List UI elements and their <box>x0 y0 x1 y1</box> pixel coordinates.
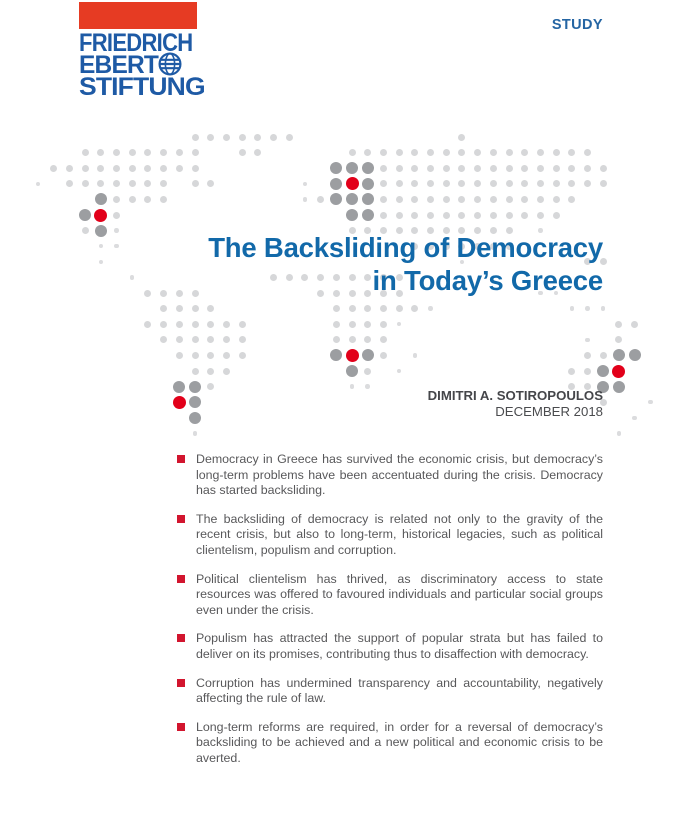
map-dot-light <box>129 165 136 172</box>
map-dot-light <box>364 305 371 312</box>
map-dot-light <box>113 180 120 187</box>
map-dot-light <box>380 180 387 187</box>
summary-text: Democracy in Greece has survived the economic crisis, but democracy’s long-term problems have been accentuated during the crisis. Democracy has started backsliding. <box>196 452 603 498</box>
map-dot-light <box>270 134 277 141</box>
map-dot-light <box>521 165 528 172</box>
map-dot-light <box>411 149 418 156</box>
map-dot-dark <box>330 193 342 205</box>
map-dot-light <box>239 336 246 343</box>
map-dot-light <box>380 352 387 359</box>
map-dot-light <box>349 149 356 156</box>
map-dot-light <box>396 196 403 203</box>
map-dot-light <box>396 305 403 312</box>
map-dot-light <box>223 321 230 328</box>
map-dot-light <box>506 180 513 187</box>
map-dot-small <box>397 369 402 374</box>
map-dot-light <box>521 149 528 156</box>
map-dot-light <box>553 165 560 172</box>
map-dot-light <box>82 149 89 156</box>
map-dot-dark <box>346 193 358 205</box>
map-dot-light <box>411 196 418 203</box>
map-dot-red <box>346 177 359 190</box>
summary-item <box>177 631 603 662</box>
map-dot-light <box>458 212 465 219</box>
map-dot-light <box>176 336 183 343</box>
map-dot-light <box>490 149 497 156</box>
logo-text-friedrich: FRIEDRICH <box>79 29 193 57</box>
map-dot-light <box>192 352 199 359</box>
bullet-square-icon <box>177 575 185 583</box>
map-dot-light <box>160 321 167 328</box>
map-dot-light <box>364 321 371 328</box>
map-dot-light <box>239 149 246 156</box>
summary-item <box>177 572 603 619</box>
bullet-square-icon <box>177 455 185 463</box>
map-dot-light <box>380 196 387 203</box>
map-dot-light <box>380 212 387 219</box>
map-dot-light <box>223 368 230 375</box>
map-dot-light <box>349 321 356 328</box>
map-dot-small <box>193 431 198 436</box>
map-dot-light <box>458 180 465 187</box>
bullet-square-icon <box>177 679 185 687</box>
map-dot-light <box>364 368 371 375</box>
map-dot-small <box>570 306 575 311</box>
map-dot-red <box>173 396 186 409</box>
map-dot-light <box>490 196 497 203</box>
map-dot-light <box>223 134 230 141</box>
map-dot-red <box>94 209 107 222</box>
map-dot-small <box>303 182 308 187</box>
map-dot-light <box>176 149 183 156</box>
author-name: DIMITRI A. SOTIROPOULOS <box>427 388 603 403</box>
map-dot-light <box>364 336 371 343</box>
map-dot-small <box>585 306 590 311</box>
map-dot-light <box>553 149 560 156</box>
map-dot-light <box>615 321 622 328</box>
summary-text: The backsliding of democracy is related not only to the gravity of the recent crisis, but also to long-term, historical legacies, such as political clientelism, populism and corruption. <box>196 511 603 557</box>
map-dot-light <box>490 180 497 187</box>
map-dot-small <box>648 400 653 405</box>
map-dot-dark <box>79 209 91 221</box>
map-dot-light <box>443 165 450 172</box>
map-dot-light <box>286 134 293 141</box>
summary-text: Political clientelism has thrived, as discriminatory access to state resources was offered to favoured individuals and particular social groups even under the crisis. <box>196 571 603 617</box>
map-dot-light <box>160 180 167 187</box>
map-dot-light <box>427 165 434 172</box>
map-dot-light <box>380 305 387 312</box>
map-dot-light <box>411 305 418 312</box>
map-dot-light <box>144 149 151 156</box>
map-dot-light <box>506 196 513 203</box>
map-dot-dark <box>362 162 374 174</box>
map-dot-light <box>192 368 199 375</box>
map-dot-light <box>239 134 246 141</box>
map-dot-light <box>364 149 371 156</box>
map-dot-dark <box>362 178 374 190</box>
map-dot-small <box>397 322 402 327</box>
map-dot-light <box>600 180 607 187</box>
bullet-square-icon <box>177 634 185 642</box>
bullet-square-icon <box>177 723 185 731</box>
summary-item <box>177 512 603 559</box>
map-dot-light <box>568 165 575 172</box>
map-dot-light <box>176 321 183 328</box>
map-dot-light <box>254 134 261 141</box>
map-dot-dark <box>629 349 641 361</box>
map-dot-small <box>365 384 370 389</box>
map-dot-dark <box>362 349 374 361</box>
map-dot-light <box>458 165 465 172</box>
map-dot-light <box>380 321 387 328</box>
map-dot-light <box>474 165 481 172</box>
map-dot-dark <box>362 193 374 205</box>
map-dot-light <box>66 165 73 172</box>
map-dot-light <box>192 149 199 156</box>
map-dot-dark <box>346 365 358 377</box>
map-dot-dark <box>330 349 342 361</box>
map-dot-light <box>411 180 418 187</box>
map-dot-light <box>615 336 622 343</box>
map-dot-dark <box>189 381 201 393</box>
map-dot-light <box>207 336 214 343</box>
map-dot-light <box>223 352 230 359</box>
map-dot-dark <box>189 412 201 424</box>
map-dot-light <box>97 165 104 172</box>
map-dot-small <box>36 182 41 187</box>
map-dot-light <box>192 305 199 312</box>
map-dot-light <box>82 227 89 234</box>
map-dot-red <box>346 349 359 362</box>
map-dot-light <box>537 180 544 187</box>
map-dot-light <box>160 290 167 297</box>
map-dot-light <box>396 180 403 187</box>
map-dot-light <box>160 149 167 156</box>
map-dot-small <box>130 275 135 280</box>
map-dot-light <box>50 165 57 172</box>
summary-item <box>177 676 603 707</box>
map-dot-light <box>427 149 434 156</box>
map-dot-light <box>600 165 607 172</box>
map-dot-light <box>160 196 167 203</box>
map-dot-small <box>114 244 119 249</box>
map-dot-light <box>600 352 607 359</box>
map-dot-light <box>553 180 560 187</box>
map-dot-light <box>396 212 403 219</box>
map-dot-small <box>99 260 104 265</box>
map-dot-dark <box>362 209 374 221</box>
map-dot-dark <box>613 349 625 361</box>
map-dot-light <box>129 196 136 203</box>
map-dot-light <box>380 149 387 156</box>
map-dot-light <box>176 165 183 172</box>
map-dot-light <box>113 165 120 172</box>
map-dot-light <box>490 212 497 219</box>
map-dot-light <box>584 352 591 359</box>
map-dot-light <box>553 212 560 219</box>
map-dot-small <box>350 384 355 389</box>
map-dot-light <box>474 180 481 187</box>
bullet-square-icon <box>177 515 185 523</box>
summary-item <box>177 720 603 767</box>
map-dot-light <box>239 352 246 359</box>
map-dot-small <box>413 353 418 358</box>
study-label: STUDY <box>551 17 603 33</box>
map-dot-light <box>66 180 73 187</box>
map-dot-light <box>427 196 434 203</box>
map-dot-light <box>160 165 167 172</box>
map-dot-light <box>521 180 528 187</box>
map-dot-light <box>506 165 513 172</box>
logo-text-stiftung: STIFTUNG <box>79 73 205 101</box>
map-dot-light <box>144 165 151 172</box>
map-dot-light <box>458 196 465 203</box>
map-dot-dark <box>346 209 358 221</box>
map-dot-dark <box>613 381 625 393</box>
map-dot-light <box>317 196 324 203</box>
map-dot-light <box>113 149 120 156</box>
map-dot-light <box>97 149 104 156</box>
map-dot-light <box>82 180 89 187</box>
map-dot-light <box>129 149 136 156</box>
title-line-2: in Today’s Greece <box>372 265 603 296</box>
map-dot-light <box>207 383 214 390</box>
map-dot-light <box>333 336 340 343</box>
map-dot-light <box>490 165 497 172</box>
title-line-1: The Backsliding of Democracy <box>208 232 603 263</box>
map-dot-light <box>537 149 544 156</box>
map-dot-light <box>333 305 340 312</box>
summary-item <box>177 452 603 499</box>
map-dot-light <box>176 290 183 297</box>
map-dot-light <box>568 149 575 156</box>
map-dot-small <box>632 416 637 421</box>
map-dot-dark <box>330 162 342 174</box>
map-dot-dark <box>346 162 358 174</box>
map-dot-dark <box>189 396 201 408</box>
map-dot-light <box>192 336 199 343</box>
map-dot-light <box>207 352 214 359</box>
map-dot-light <box>144 180 151 187</box>
map-dot-light <box>207 180 214 187</box>
map-dot-small <box>617 431 622 436</box>
map-dot-light <box>380 165 387 172</box>
map-dot-light <box>129 180 136 187</box>
map-dot-light <box>144 196 151 203</box>
map-dot-light <box>568 180 575 187</box>
map-dot-light <box>553 196 560 203</box>
map-dot-light <box>458 134 465 141</box>
map-dot-light <box>537 212 544 219</box>
map-dot-dark <box>95 193 107 205</box>
map-dot-dark <box>95 225 107 237</box>
map-dot-light <box>239 321 246 328</box>
summary-text: Corruption has undermined transparency and accountability, negatively affecting the rule of law. <box>196 675 603 706</box>
map-dot-light <box>333 321 340 328</box>
map-dot-light <box>568 196 575 203</box>
map-dot-light <box>192 321 199 328</box>
map-dot-light <box>97 180 104 187</box>
map-dot-light <box>192 134 199 141</box>
map-dot-light <box>144 321 151 328</box>
map-dot-light <box>506 149 513 156</box>
map-dot-light <box>474 212 481 219</box>
map-dot-light <box>443 180 450 187</box>
map-dot-light <box>443 212 450 219</box>
map-dot-light <box>160 336 167 343</box>
map-dot-light <box>176 352 183 359</box>
map-dot-light <box>207 368 214 375</box>
byline <box>428 388 603 420</box>
map-dot-light <box>584 165 591 172</box>
publication-date: DECEMBER 2018 <box>495 404 603 419</box>
map-dot-small <box>601 306 606 311</box>
map-dot-light <box>443 149 450 156</box>
page-title <box>208 231 603 297</box>
map-dot-light <box>192 180 199 187</box>
map-dot-light <box>521 212 528 219</box>
map-dot-dark <box>173 381 185 393</box>
map-dot-light <box>176 305 183 312</box>
map-dot-small <box>585 338 590 343</box>
map-dot-dark <box>597 365 609 377</box>
map-dot-light <box>223 336 230 343</box>
map-dot-light <box>207 321 214 328</box>
map-dot-light <box>380 336 387 343</box>
map-dot-light <box>113 212 120 219</box>
map-dot-light <box>192 290 199 297</box>
map-dot-light <box>521 196 528 203</box>
map-dot-dark <box>330 178 342 190</box>
map-dot-light <box>427 180 434 187</box>
map-dot-light <box>396 165 403 172</box>
map-dot-light <box>411 165 418 172</box>
map-dot-small <box>99 244 104 249</box>
map-dot-light <box>474 196 481 203</box>
summary-list <box>177 452 603 780</box>
map-dot-light <box>396 149 403 156</box>
map-dot-light <box>506 212 513 219</box>
map-dot-small <box>114 228 119 233</box>
map-dot-light <box>584 180 591 187</box>
map-dot-light <box>631 321 638 328</box>
map-dot-light <box>474 149 481 156</box>
map-dot-light <box>207 305 214 312</box>
map-dot-light <box>144 290 151 297</box>
map-dot-small <box>303 197 308 202</box>
map-dot-light <box>568 368 575 375</box>
map-dot-light <box>254 149 261 156</box>
map-dot-light <box>443 196 450 203</box>
map-dot-red <box>612 365 625 378</box>
map-dot-light <box>584 149 591 156</box>
map-dot-light <box>584 368 591 375</box>
map-dot-light <box>427 212 434 219</box>
summary-text: Populism has attracted the support of popular strata but has failed to deliver on its promises, contributing thus to disaffection with democracy. <box>196 631 603 661</box>
summary-text: Long-term reforms are required, in order for a reversal of democracy’s backsliding to be achieved and a new political and economic crisis to be averted. <box>196 719 603 765</box>
map-dot-light <box>411 212 418 219</box>
map-dot-light <box>82 165 89 172</box>
map-dot-light <box>458 149 465 156</box>
map-dot-light <box>113 196 120 203</box>
map-dot-light <box>537 196 544 203</box>
map-dot-light <box>160 305 167 312</box>
map-dot-light <box>192 165 199 172</box>
map-dot-small <box>428 306 433 311</box>
logo-text-ebert: EBERT <box>79 51 159 79</box>
map-dot-light <box>349 305 356 312</box>
map-dot-light <box>349 336 356 343</box>
map-dot-light <box>537 165 544 172</box>
map-dot-light <box>207 134 214 141</box>
